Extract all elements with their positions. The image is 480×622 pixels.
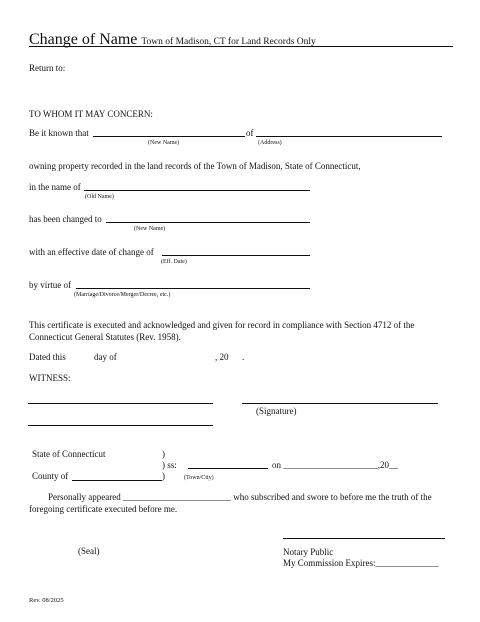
on-date-field[interactable]: on _____________________,20__ bbox=[272, 460, 398, 470]
certificate-line-2: Connecticut General Statutes (Rev. 1958). bbox=[29, 332, 181, 342]
personally-appeared-line-2: foregoing certificate executed before me. bbox=[29, 504, 178, 514]
old-name-field[interactable] bbox=[84, 190, 310, 191]
changed-to-caption: (New Name) bbox=[134, 226, 166, 232]
new-name-caption: (New Name) bbox=[148, 140, 180, 146]
dated-this-label: Dated this bbox=[29, 352, 66, 362]
new-name-field[interactable] bbox=[93, 136, 245, 137]
witness-line-2[interactable] bbox=[28, 425, 213, 426]
commission-expires-field[interactable]: My Commission Expires:______________ bbox=[283, 558, 439, 568]
notary-public-label: Notary Public bbox=[283, 547, 334, 557]
title-underline bbox=[29, 46, 453, 47]
changed-to-field[interactable] bbox=[106, 222, 310, 223]
old-name-caption: (Old Name) bbox=[85, 194, 114, 200]
year-label: , 20 bbox=[215, 352, 229, 362]
of-label: of bbox=[246, 128, 254, 138]
day-of-label: day of bbox=[94, 352, 117, 362]
state-label: State of Connecticut bbox=[32, 449, 106, 459]
by-virtue-label: by virtue of bbox=[29, 280, 71, 290]
be-it-known-label: Be it known that bbox=[29, 128, 89, 138]
certificate-line-1: This certificate is executed and acknowledged and given for record in compliance with Section 4712 of the bbox=[29, 320, 415, 330]
return-to-label: Return to: bbox=[29, 63, 66, 73]
witness-line-1[interactable] bbox=[28, 403, 213, 404]
town-city-field[interactable] bbox=[188, 468, 268, 469]
by-virtue-caption: (Marriage/Divorce/Merger/Decree, etc.) bbox=[74, 292, 171, 298]
address-field[interactable] bbox=[256, 136, 442, 137]
dated-period: . bbox=[242, 352, 245, 362]
owning-property-text: owning property recorded in the land records of the Town of Madison, State of Connecticut, bbox=[29, 161, 361, 171]
county-paren: ) bbox=[162, 471, 165, 481]
salutation: TO WHOM IT MAY CONCERN: bbox=[29, 109, 153, 119]
form-title-sub: Town of Madison, CT for Land Records Only bbox=[141, 37, 316, 47]
revision-label: Rev. 08/2025 bbox=[29, 597, 64, 604]
form-title-main: Change of Name bbox=[29, 31, 138, 48]
notary-signature-line[interactable] bbox=[283, 538, 445, 539]
county-field[interactable] bbox=[72, 480, 162, 481]
ss-label: ) ss: bbox=[162, 460, 177, 470]
changed-to-label: has been changed to bbox=[29, 214, 102, 224]
effective-date-label: with an effective date of change of bbox=[29, 247, 154, 257]
signature-line[interactable] bbox=[242, 403, 438, 404]
effective-date-caption: (Eff. Date) bbox=[161, 259, 187, 265]
signature-caption: (Signature) bbox=[256, 406, 297, 416]
by-virtue-field[interactable] bbox=[76, 288, 310, 289]
witness-label: WITNESS: bbox=[29, 373, 71, 383]
county-label: County of bbox=[32, 471, 69, 481]
effective-date-field[interactable] bbox=[162, 255, 310, 256]
state-paren: ) bbox=[162, 449, 165, 459]
seal-label: (Seal) bbox=[78, 546, 100, 556]
personally-appeared-line-1: Personally appeared ________________________ who subscribed and swore to before me the truth of the bbox=[48, 492, 432, 502]
town-city-caption: (Town/City) bbox=[184, 475, 214, 481]
address-caption: (Address) bbox=[258, 140, 282, 146]
in-the-name-of-label: in the name of bbox=[29, 182, 81, 192]
